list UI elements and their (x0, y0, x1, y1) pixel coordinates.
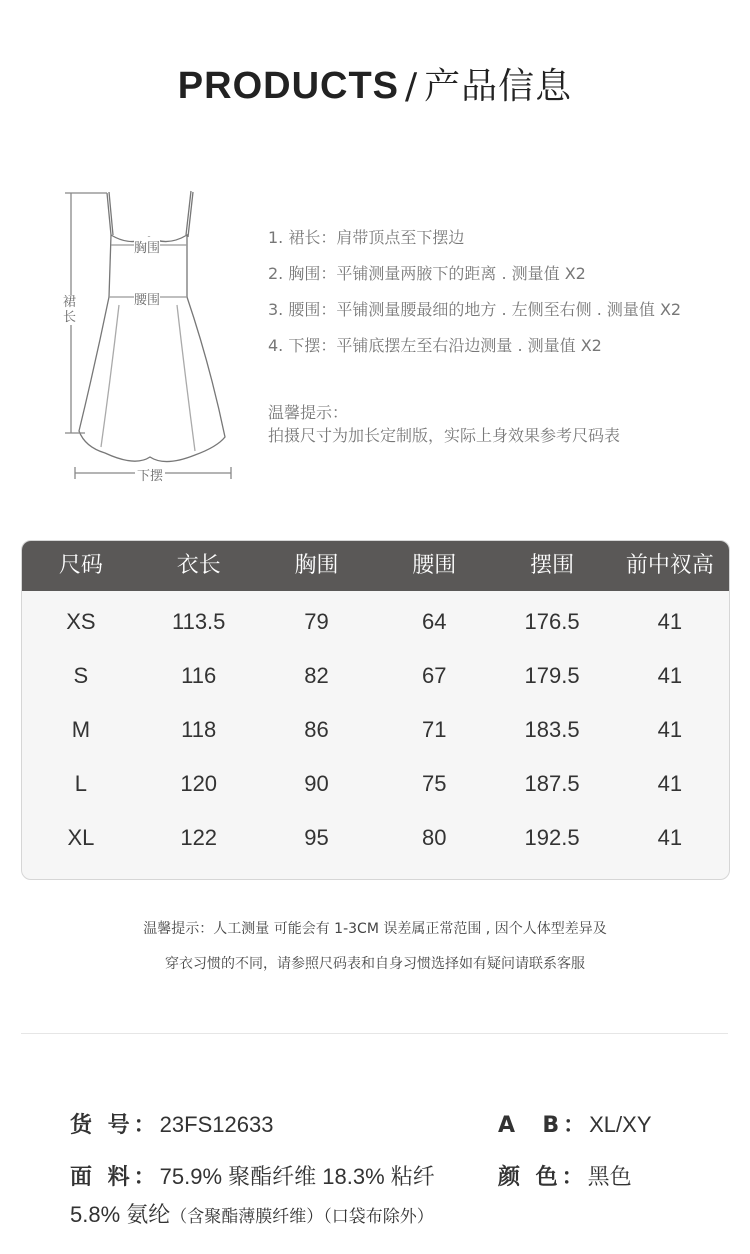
table-cell: 95 (304, 825, 329, 850)
note-item: 3. 腰围：平铺测量腰最细的地方 . 左侧至右侧 . 测量值 X2 (268, 300, 682, 319)
table-cell: 75 (422, 771, 447, 796)
size-table (21, 540, 730, 880)
fabric-note: （含聚酯薄膜纤维）（口袋布除外） (170, 1207, 434, 1227)
title-english: PRODUCTS (177, 65, 400, 107)
table-cell: 64 (422, 609, 447, 634)
table-row (22, 595, 729, 649)
dress-outline-icon (45, 185, 255, 485)
product-color (498, 1160, 632, 1191)
ab-value: XL/XY (589, 1112, 652, 1137)
table-cell: 41 (657, 609, 683, 634)
title-chinese: 产品信息 (424, 66, 573, 107)
title-separator: / (405, 66, 419, 107)
table-cell: 183.5 (524, 717, 580, 742)
note-item: 1. 裙长：肩带顶点至下摆边 (268, 228, 465, 247)
table-cell: 118 (181, 717, 217, 742)
table-row (22, 811, 729, 865)
header-cell: 胸围 (294, 553, 339, 578)
header-cell: 衣长 (176, 553, 221, 578)
table-cell: 41 (657, 663, 683, 688)
fabric-value: 75.9% 聚酯纤维 18.3% 粘纤 (159, 1164, 435, 1189)
diagram-label-waist: 腰围 (134, 289, 160, 308)
table-cell: 187.5 (524, 771, 580, 796)
table-cell: 82 (304, 663, 329, 688)
table-cell: 176.5 (524, 609, 580, 634)
header-cell: 尺码 (58, 553, 103, 578)
warning-line-2: 穿衣习惯的不同，请参照尺码表和自身习惯选择如有疑问请联系客服 (165, 956, 585, 972)
tip-text: 拍摄尺寸为加长定制版，实际上身效果参考尺码表 (268, 426, 621, 445)
table-cell: M (71, 717, 91, 742)
size-table-body (22, 591, 729, 865)
table-cell: S (73, 663, 89, 688)
table-cell: 113.5 (171, 609, 226, 634)
table-row (22, 649, 729, 703)
table-cell: L (74, 771, 88, 796)
table-cell: 179.5 (524, 663, 580, 688)
table-cell: XS (66, 609, 96, 634)
section-divider (21, 1033, 728, 1034)
table-cell: 80 (422, 825, 447, 850)
dress-diagram (45, 185, 255, 485)
note-item: 2. 胸围：平铺测量两腋下的距离 . 测量值 X2 (268, 264, 586, 283)
table-cell: 67 (422, 663, 447, 688)
header-cell: 腰围 (412, 553, 457, 578)
product-sku (70, 1108, 273, 1139)
size-table-header (22, 541, 729, 591)
table-cell: 71 (422, 717, 447, 742)
sku-label: 货 号： (70, 1113, 160, 1138)
color-label: 颜 色： (498, 1165, 588, 1190)
diagram-label-hem: 下摆 (135, 465, 165, 484)
measurement-notes (268, 226, 681, 370)
table-cell: 41 (657, 825, 683, 850)
warning-line-1: 温馨提示：人工测量 可能会有 1-3CM 误差属正常范围 , 因个人体型差异及 (143, 921, 607, 937)
sku-value: 23FS12633 (159, 1112, 274, 1137)
product-ab (498, 1108, 652, 1139)
table-cell: XL (67, 825, 95, 850)
diagram-label-length: 裙长 (63, 295, 77, 325)
page-title (0, 58, 750, 109)
table-cell: 41 (657, 717, 683, 742)
table-cell: 122 (180, 825, 218, 850)
header-cell: 摆围 (530, 553, 575, 578)
fabric-value-2: 5.8% 氨纶 (70, 1202, 171, 1227)
table-cell: 116 (181, 663, 217, 688)
table-cell: 90 (304, 771, 329, 796)
table-row (22, 703, 729, 757)
diagram-label-chest: 胸围 (134, 237, 160, 256)
note-item: 4. 下摆：平铺底摆左至右沿边测量 . 测量值 X2 (268, 336, 602, 355)
fabric-label: 面 料： (70, 1165, 160, 1190)
table-row (22, 757, 729, 811)
table-cell: 41 (657, 771, 683, 796)
product-fabric-line2 (70, 1198, 434, 1229)
product-fabric (70, 1160, 435, 1191)
ab-label: A B： (498, 1113, 590, 1138)
table-cell: 79 (304, 609, 329, 634)
table-cell: 86 (304, 717, 329, 742)
header-cell: 前中衩高 (625, 553, 714, 578)
table-cell: 192.5 (524, 825, 580, 850)
table-cell: 120 (180, 771, 218, 796)
color-value: 黑色 (587, 1164, 632, 1189)
tip-title: 温馨提示： (268, 403, 349, 422)
